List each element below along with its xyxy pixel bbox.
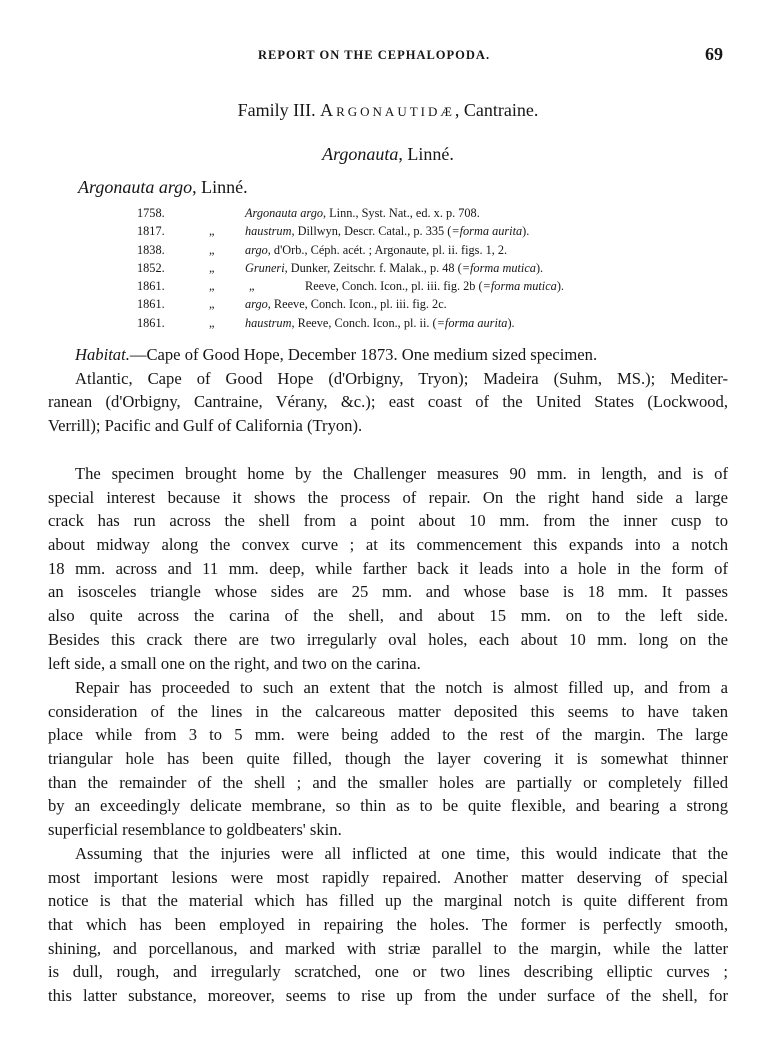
family-heading	[0, 100, 776, 121]
species-heading	[78, 177, 248, 198]
text-line: Repair has proceeded to such an extent that the notch is almost filled up, and from a	[75, 678, 728, 697]
synonymy-entry	[137, 224, 737, 242]
habitat-text: —Cape of Good Hope, December 1873. One medium sized specimen.	[129, 345, 598, 364]
habitat-line: ranean (d'Orbigny, Cantraine, Vérany, &c.); east coast of the United States (Lockwood,	[48, 392, 728, 412]
species-authority: , Linné.	[192, 177, 248, 197]
synonymy-taxon: argo	[245, 297, 268, 312]
synonymy-year: 1817.	[137, 224, 165, 239]
ditto-mark: „	[209, 224, 215, 239]
text-line: special interest because it shows the process of repair. On the right hand side a large	[48, 487, 728, 507]
synonymy-year: 1861.	[137, 297, 165, 312]
text-line: is dull, rough, and irregularly scratched, one or two lines describing elliptic curves ;	[48, 962, 728, 982]
text-line: an isosceles triangle whose sides are 25 mm. and whose base is 18 mm. It passes	[48, 582, 728, 602]
synonymy-reference: , Dunker, Zeitschr. f. Malak., p. 48 (	[284, 260, 462, 275]
genus-name: Argonauta	[322, 144, 399, 164]
body-paragraph	[48, 842, 728, 1008]
synonymy-note: =forma aurita	[451, 224, 523, 239]
family-prefix: Family III.	[237, 100, 321, 120]
synonymy-taxon: haustrum	[245, 224, 292, 239]
body-paragraph	[48, 462, 728, 675]
text-line: The specimen brought home by the Challenger measures 90 mm. in length, and is of	[75, 464, 728, 483]
synonymy-text	[245, 261, 543, 276]
synonymy-year: 1838.	[137, 242, 165, 257]
genus-authority: , Linné.	[398, 144, 454, 164]
synonymy-text	[305, 279, 564, 294]
species-name: Argonauta argo	[78, 177, 193, 197]
synonymy-close: ).	[522, 224, 530, 239]
text-line: most important lesions were most rapidly repaired. Another matter deserving of special	[48, 867, 728, 887]
synonymy-taxon: haustrum	[245, 315, 292, 330]
synonymy-reference: , Linn., Syst. Nat., ed. x. p. 708.	[323, 206, 480, 220]
synonymy-text	[245, 224, 529, 239]
family-name: Argonautidæ	[320, 100, 455, 120]
synonymy-entry	[137, 243, 737, 261]
running-head	[0, 44, 776, 68]
text-line: Assuming that the injuries were all inflicted at one time, this would indicate that the	[75, 844, 728, 863]
text-line: that which has been employed in repairing the holes. The former is perfectly smooth,	[48, 915, 728, 935]
synonymy-list	[137, 206, 737, 334]
family-authority: , Cantraine.	[454, 100, 539, 120]
ditto-mark: „	[209, 315, 215, 330]
ditto-mark: „	[249, 279, 255, 294]
synonymy-note: =forma mutica	[461, 260, 536, 275]
habitat-paragraph	[48, 343, 728, 438]
habitat-line: Atlantic, Cape of Good Hope (d'Orbigny, Tryon); Madeira (Suhm, MS.); Mediter-	[75, 368, 728, 388]
text-line: crack has run across the shell from a point about 10 mm. from the inner cusp to	[48, 511, 728, 531]
running-title: REPORT ON THE CEPHALOPODA.	[258, 48, 491, 62]
ditto-mark: „	[209, 260, 215, 275]
text-line: by an exceedingly delicate membrane, so thin as to be quite flexible, and bearing a strong	[48, 796, 728, 816]
ditto-mark: „	[209, 242, 215, 257]
text-line: about midway along the convex curve ; at its commencement this expands into a notch	[48, 535, 728, 555]
synonymy-entry	[137, 261, 737, 279]
text-line: this latter substance, moreover, seems to rise up from the under surface of the shell, for	[48, 986, 728, 1006]
synonymy-reference: , Reeve, Conch. Icon., pl. iii. fig. 2c.	[267, 297, 447, 312]
page-number: 69	[705, 44, 723, 64]
text-line: 18 mm. across and 11 mm. deep, while farther back it leads into a hole in the form of	[48, 558, 728, 578]
text-line: Besides this crack there are two irregularly oval holes, each about 10 mm. long on the	[48, 629, 728, 649]
genus-heading	[0, 144, 776, 165]
habitat-line: Verrill); Pacific and Gulf of California (Tryon).	[48, 416, 363, 436]
synonymy-entry	[137, 279, 737, 297]
synonymy-taxon: argo	[245, 242, 268, 257]
synonymy-text	[245, 206, 480, 221]
synonymy-entry	[137, 316, 737, 334]
habitat-line	[48, 343, 728, 367]
synonymy-close: ).	[535, 260, 544, 275]
synonymy-year: 1861.	[137, 315, 165, 330]
synonymy-text	[245, 243, 507, 258]
synonymy-reference: , Dillwyn, Descr. Catal., p. 335 (	[291, 224, 452, 239]
synonymy-close: ).	[507, 315, 515, 330]
synonymy-note: =forma mutica	[482, 279, 557, 294]
synonymy-taxon: Argonauta argo	[245, 206, 323, 220]
synonymy-close: ).	[556, 279, 564, 294]
habitat-label: Habitat.	[75, 345, 130, 364]
synonymy-reference: , Reeve, Conch. Icon., pl. ii. (	[291, 315, 437, 330]
text-line: superficial resemblance to goldbeaters' skin.	[48, 820, 342, 840]
synonymy-reference: Reeve, Conch. Icon., pl. iii. fig. 2b (	[305, 279, 483, 294]
text-line: place while from 3 to 5 mm. were being added to the rest of the margin. The large	[48, 725, 728, 745]
synonymy-entry	[137, 206, 737, 224]
text-line: triangular hole has been quite filled, though the layer covering it is somewhat thinner	[48, 749, 728, 769]
text-line: than the remainder of the shell ; and the smaller holes are partially or completely filled	[48, 772, 728, 792]
synonymy-taxon: Gruneri	[245, 260, 285, 275]
synonymy-year: 1758.	[137, 206, 165, 220]
synonymy-text	[245, 316, 515, 331]
ditto-mark: „	[209, 297, 215, 312]
text-line: left side, a small one on the right, and two on the carina.	[48, 653, 421, 673]
synonymy-year: 1861.	[137, 279, 165, 294]
synonymy-year: 1852.	[137, 260, 165, 275]
synonymy-text	[245, 297, 447, 312]
text-line: also quite across the carina of the shell, and about 15 mm. on to the left side.	[48, 606, 728, 626]
synonymy-note: =forma aurita	[436, 315, 508, 330]
synonymy-reference: , d'Orb., Céph. acét. ; Argonaute, pl. ii. figs. 1, 2.	[267, 242, 508, 257]
text-line: shining, and porcellanous, and marked with striæ parallel to the margin, while the latter	[48, 938, 728, 958]
body-paragraph	[48, 676, 728, 842]
text-line: consideration of the lines in the calcareous matter deposited this seems to have taken	[48, 701, 728, 721]
ditto-mark: „	[209, 279, 215, 294]
text-line: notice is that the material which has filled up the marginal notch is quite different from	[48, 891, 728, 911]
synonymy-entry	[137, 297, 737, 315]
